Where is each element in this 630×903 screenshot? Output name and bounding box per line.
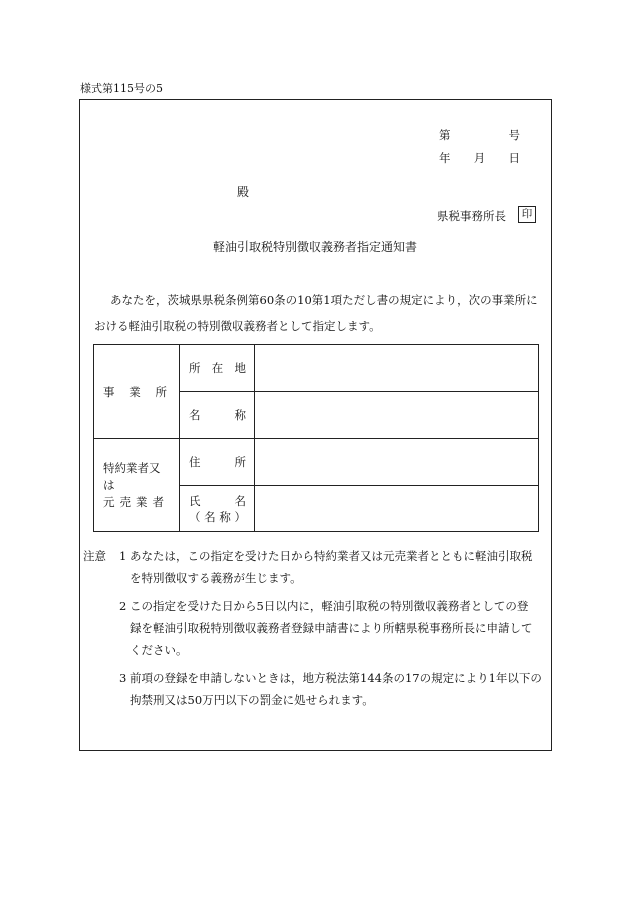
label-char: 地 bbox=[234, 361, 246, 375]
note-line: 録を軽油引取税特別徴収義務者登録申請書により所轄県税事務所長に申請して bbox=[130, 621, 533, 635]
notes-section bbox=[83, 545, 553, 717]
note-number: 1 bbox=[119, 549, 127, 563]
field-label-name bbox=[180, 392, 255, 439]
note-item bbox=[83, 595, 553, 661]
label-char: 氏 bbox=[189, 493, 201, 508]
group-label-char: 売 bbox=[119, 494, 131, 509]
group-label-char: 業 bbox=[129, 384, 141, 399]
note-number: 3 bbox=[119, 671, 127, 685]
document-title: 軽油引取税特別徴収義務者指定通知書 bbox=[212, 240, 417, 254]
document-number-line bbox=[439, 127, 520, 143]
note-line: 拘禁刑又は50万円以下の罰金に処せられます。 bbox=[130, 693, 374, 707]
note-line: ください。 bbox=[130, 643, 188, 657]
label-char: 所 bbox=[189, 361, 201, 375]
dai-label: 第 bbox=[439, 128, 451, 142]
date-line bbox=[439, 150, 520, 166]
label-char: 称 bbox=[219, 509, 231, 524]
form-number: 様式第115号の5 bbox=[80, 82, 163, 95]
notes-prefix: 注意 bbox=[83, 549, 106, 563]
label-char: 所 bbox=[234, 455, 246, 469]
group-label-char: 業 bbox=[136, 494, 148, 509]
field-label-person-name bbox=[180, 486, 255, 532]
label-char: ） bbox=[234, 509, 246, 524]
person-name-value-field[interactable] bbox=[255, 486, 539, 532]
month-label: 月 bbox=[473, 151, 486, 165]
location-value-field[interactable] bbox=[255, 345, 539, 392]
gou-label: 号 bbox=[508, 128, 520, 142]
field-label-address bbox=[180, 439, 255, 486]
address-value-field[interactable] bbox=[255, 439, 539, 486]
note-line: を特別徴収する義務が生じます。 bbox=[130, 571, 302, 585]
body-text-line-2: おける軽油引取税の特別徴収義務者として指定します。 bbox=[94, 319, 381, 333]
note-number: 2 bbox=[119, 599, 127, 613]
label-char: 称 bbox=[234, 408, 246, 422]
label-char: 名 bbox=[204, 509, 216, 524]
label-char: 名 bbox=[234, 493, 246, 508]
note-item bbox=[83, 667, 553, 711]
year-label: 年 bbox=[439, 151, 451, 165]
group-label-char: 者 bbox=[152, 494, 164, 509]
group-label-char: 元 bbox=[103, 494, 115, 509]
addressee-suffix: 殿 bbox=[237, 185, 250, 199]
group-label-dealer bbox=[94, 439, 180, 532]
note-line: この指定を受けた日から5日以内に，軽油引取税の特別徴収義務者としての登 bbox=[130, 599, 529, 613]
day-label: 日 bbox=[508, 151, 520, 165]
note-line: 前項の登録を申請しないときは，地方税法第144条の17の規定により1年以下の bbox=[130, 671, 542, 685]
body-text-line-1: あなたを，茨城県県税条例第60条の10第1項ただし書の規定により，次の事業所に bbox=[110, 293, 538, 307]
seal-box: 印 bbox=[518, 206, 536, 223]
business-info-table bbox=[93, 344, 539, 532]
label-char: 住 bbox=[189, 455, 201, 469]
label-char: 名 bbox=[189, 408, 201, 422]
group-label-char: 所 bbox=[155, 384, 167, 399]
note-line: あなたは，この指定を受けた日から特約業者又は元売業者とともに軽油引取税 bbox=[130, 549, 533, 563]
group-label-line-1: 特約業者又は bbox=[103, 460, 161, 492]
note-item bbox=[83, 545, 553, 589]
group-label-office bbox=[94, 345, 180, 439]
label-char: 在 bbox=[211, 361, 224, 375]
issuer-title: 県税事務所長 bbox=[437, 209, 506, 223]
field-label-location bbox=[180, 345, 255, 392]
name-value-field[interactable] bbox=[255, 392, 539, 439]
label-char: （ bbox=[189, 509, 201, 524]
group-label-char: 事 bbox=[103, 384, 115, 399]
